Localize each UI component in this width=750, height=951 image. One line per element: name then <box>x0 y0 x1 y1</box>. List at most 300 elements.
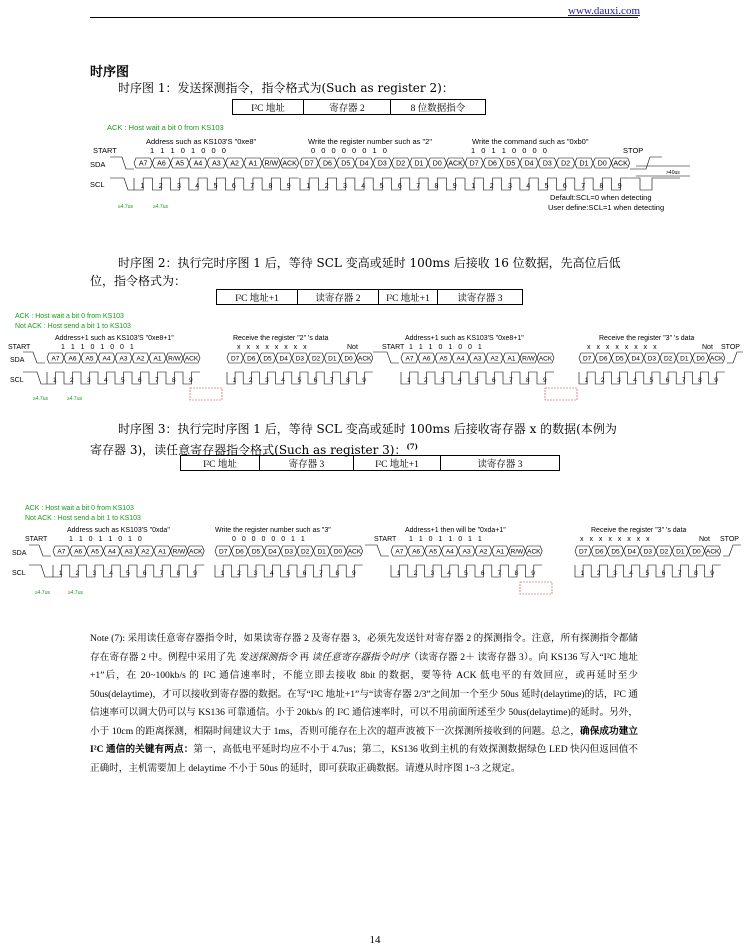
scl-clock-number: 3 <box>613 570 617 577</box>
scl-clock-number: 6 <box>480 570 485 577</box>
sda-bit-label: A7 <box>51 355 60 363</box>
scl-clock-number: 3 <box>177 183 181 190</box>
sda-bit-label: ACK <box>527 548 541 556</box>
label-address-plus1: Address+1 such as KS103'S "0xe8+1" <box>405 335 524 342</box>
stop-label: STOP <box>721 344 740 351</box>
note-text: Note (7): 采用读任意寄存器指令时，如果读寄存器 2 及寄存器 3，必须先发送针对寄存器 2 的探测指令。注意，所有探测指令都储存在寄存器 2 中。例程中采用了先 <box>90 633 638 663</box>
scl-clock-number: 6 <box>231 183 236 190</box>
scl-clock-number: 1 <box>306 183 311 190</box>
start-condition <box>29 545 51 556</box>
scl-clock-number: 1 <box>584 377 589 384</box>
scl-clock-number: 1 <box>220 570 225 577</box>
label-command: Write the command such as "0xb0" <box>472 137 589 146</box>
sda-bit-label: D5 <box>263 355 272 363</box>
stop-label: STOP <box>720 536 739 543</box>
scl-clock-number: 9 <box>710 570 714 577</box>
scl-clock-number: 1 <box>52 377 57 384</box>
sda-bit-label: D0 <box>344 355 353 363</box>
scl-clock-number: 7 <box>154 377 159 384</box>
scl-clock-number: 8 <box>514 570 519 577</box>
scl-label: SCL <box>90 180 105 189</box>
ack-note: ACK : Host wait a bit 0 from KS103 <box>15 313 124 320</box>
sda-bit-label: A2 <box>230 160 239 168</box>
scl-clock-number: 7 <box>416 183 421 190</box>
sda-bit-label: D2 <box>311 355 321 363</box>
scl-clock-number: 7 <box>319 570 323 577</box>
sda-bit-label: A7 <box>405 355 414 363</box>
note-italic: 发送探测指令 <box>238 651 297 663</box>
timing-label: ≥4.7us <box>35 590 50 596</box>
caption-text: 寄存器 3)，读任意寄存器指令格式(Such as register 3)： <box>90 443 407 457</box>
not-ack-note: Not ACK : Host send a bit 1 to KS103 <box>15 323 131 330</box>
sda-waveform <box>110 157 662 169</box>
scl-clock-number: 3 <box>86 377 91 384</box>
scl-clock-number: 4 <box>457 377 462 384</box>
scl-waveform <box>23 372 725 384</box>
scl-clock-number: 5 <box>379 183 384 190</box>
scl-clock-number: 4 <box>103 377 108 384</box>
scl-clock-number: 8 <box>346 377 350 384</box>
scl-clock-number: 8 <box>434 183 439 190</box>
scl-clock-number: 2 <box>69 377 74 384</box>
sda-bit-label: A2 <box>141 548 150 556</box>
sda-bit-label: D5 <box>506 160 516 168</box>
timing-diagram-2 <box>5 308 745 410</box>
sda-bit-label: ACK <box>184 355 199 363</box>
ack-note: ACK : Host wait a bit 0 from KS103 <box>25 505 134 512</box>
sda-bit-label: A7 <box>138 160 148 168</box>
sda-bit-label: D5 <box>341 160 351 168</box>
label-address-plus1: Address+1 then will be "0xda+1" <box>405 527 506 534</box>
scl-clock-number: 3 <box>343 183 347 190</box>
delay-marker <box>520 582 552 594</box>
scl-clock-number: 9 <box>531 570 535 577</box>
sda-bit-label: D1 <box>328 355 337 363</box>
sda-bit-label: A1 <box>507 355 516 363</box>
scl-clock-number: 9 <box>286 183 291 190</box>
sda-bit-label: A6 <box>74 548 83 556</box>
sda-bit-label: D2 <box>561 160 571 168</box>
scl-clock-number: 9 <box>542 377 547 384</box>
diagram2-format-table <box>216 289 523 305</box>
scl-clock-number: 8 <box>171 377 176 384</box>
scl-clock-number: 8 <box>525 377 530 384</box>
format-cell: I²C 地址+1 <box>217 290 298 305</box>
sda-bit-label: A7 <box>57 548 66 556</box>
header-url-link[interactable]: www.dauxi.com <box>568 5 640 17</box>
sda-bit-label: D5 <box>611 548 620 556</box>
scl-clock-number: 1 <box>580 570 585 577</box>
user-define-note: User define:SCL=1 when detecting <box>548 203 665 212</box>
sda-bit-label: A5 <box>175 160 185 168</box>
label-receive-3: Receive the register "3" 's data <box>599 335 695 342</box>
scl-clock-number: 2 <box>489 183 494 190</box>
sda-bit-label: D6 <box>322 160 332 168</box>
scl-clock-number: 1 <box>396 570 401 577</box>
scl-clock-number: 1 <box>58 570 63 577</box>
start-label: START <box>93 146 117 155</box>
timing-diagram-1 <box>80 118 700 230</box>
sda-bit-label: D1 <box>414 160 424 168</box>
scl-clock-number: 3 <box>508 183 512 190</box>
sda-bit-label: ACK <box>710 355 724 363</box>
sda-bit-label: A3 <box>119 355 128 363</box>
sda-label: SDA <box>90 160 106 169</box>
timing-diagram-3 <box>5 478 745 602</box>
note-italic: 读任意寄存器指令时序 <box>311 651 410 663</box>
sda-bit-label: A3 <box>212 160 221 168</box>
not-label: Not <box>702 344 713 351</box>
sda-bit-label: D7 <box>578 548 588 556</box>
sda-bit-label: D3 <box>542 160 552 168</box>
scl-clock-number: 3 <box>265 377 269 384</box>
sda-bit-label: A2 <box>490 355 499 363</box>
sda-bit-label: A3 <box>462 548 471 556</box>
label-address-plus1: Address+1 such as KS103'S "0xe8+1" <box>55 335 174 342</box>
scl-clock-number: 3 <box>253 570 258 577</box>
start-label: START <box>374 536 397 543</box>
scl-clock-number: 8 <box>176 570 181 577</box>
scl-clock-number: 6 <box>302 570 307 577</box>
scl-clock-number: 6 <box>661 570 666 577</box>
start-condition <box>110 157 134 169</box>
scl-clock-number: 9 <box>452 183 457 190</box>
sda-bit-label: A4 <box>456 355 465 363</box>
sda-bit-label: D3 <box>284 548 293 556</box>
start-condition <box>365 545 389 556</box>
start-label: START <box>8 344 31 351</box>
section-title: 时序图 <box>90 65 130 80</box>
note-paragraph <box>90 630 638 778</box>
sda-label: SDA <box>10 357 25 364</box>
sda-bit-label: A3 <box>473 355 482 363</box>
start-label: START <box>382 344 405 351</box>
sda-bit-label: R/W <box>168 355 181 363</box>
stop-condition <box>723 545 741 556</box>
stop-condition <box>630 157 662 169</box>
sda-bit-label: D1 <box>579 160 589 168</box>
scl-clock-number: 7 <box>329 377 334 384</box>
note-text: （读寄存器 2＋ 读寄存器 3）。向 KS136 写入“I²C 地址+1”后，在 20~100kb/s 的 I²C 通信速率时，不能立即去接收 8bit 的数据，要等待 ACK 低电平的有效回应，或再延时至少 50us(delaytime)，才可以接收到寄存器的数据。在写“I²C 地址+1”与“读寄存器 2/3”之间加一个至少 50us 延时(delaytime)的话，I²C 通信速率可以调大仍可以与 KS136 可靠通信。小于 20kb/s 的 I²C 通信速率时，可以不用前面所述至少 50us(delaytime)的延时。另外，小于 10cm 的距离探测，相隔时间建议大于 1ms，否则可能存在上次的超声波被下一次探测所接收到的问题。总之， <box>90 651 638 737</box>
scl-start <box>23 372 47 384</box>
timing-label: ≥4.7us <box>153 204 168 210</box>
sda-bit-label: D0 <box>432 160 442 168</box>
scl-clock-number: 6 <box>665 377 670 384</box>
scl-clock-number: 7 <box>508 377 513 384</box>
sda-bit-label: A5 <box>91 548 99 556</box>
sda-bit-label: R/W <box>264 160 279 168</box>
sda-waveform <box>29 545 741 556</box>
format-cell: 8 位数据指令 <box>391 100 486 115</box>
scl-clock-number: 2 <box>324 183 329 190</box>
scl-clock-number: 3 <box>440 377 445 384</box>
scl-label: SCL <box>10 377 24 384</box>
scl-clock-number: 5 <box>464 570 468 577</box>
sda-bit-label: D6 <box>595 548 604 556</box>
sda-bit-label: A5 <box>429 548 437 556</box>
scl-clock-number: 5 <box>544 183 549 190</box>
dashed-guide <box>636 166 690 176</box>
sda-bit-label: D7 <box>304 160 314 168</box>
not-ack-note: Not ACK : Host send a bit 1 to KS103 <box>25 515 141 522</box>
scl-clock-number: 5 <box>286 570 290 577</box>
scl-clock-number: 2 <box>158 183 163 190</box>
sda-bit-label: A1 <box>158 548 167 556</box>
sda-bit-label: D7 <box>219 548 228 556</box>
scl-clock-number: 9 <box>617 183 622 190</box>
delay-marker <box>190 388 222 400</box>
scl-clock-number: 3 <box>430 570 435 577</box>
scl-clock-number: 4 <box>109 570 113 577</box>
scl-clock-number: 6 <box>562 183 567 190</box>
scl-clock-number: 2 <box>596 570 601 577</box>
label-address: Address such as KS103'S "0xe8" <box>146 137 257 146</box>
scl-waveform <box>110 166 690 190</box>
scl-clock-number: 5 <box>297 377 302 384</box>
sda-bit-label: ACK <box>358 355 372 363</box>
scl-clock-number: 1 <box>140 183 145 190</box>
sda-bit-label: D2 <box>659 548 669 556</box>
scl-clock-number: 1 <box>406 377 411 384</box>
sda-bit-label: A4 <box>445 548 454 556</box>
format-cell: 读寄存器 3 <box>438 290 523 305</box>
sda-bit-label: A1 <box>153 355 162 363</box>
sda-bit-label: D3 <box>295 355 305 363</box>
sda-bit-label: D2 <box>396 160 406 168</box>
sda-bit-label: D0 <box>333 548 343 556</box>
scl-clock-number: 2 <box>75 570 80 577</box>
format-cell: I²C 地址 <box>233 100 304 115</box>
scl-clock-number: 2 <box>248 377 253 384</box>
bits-register: 0 0 0 0 0 0 1 0 <box>311 146 387 155</box>
timing-label: >40us <box>666 170 680 176</box>
format-cell: I²C 地址+1 <box>354 456 441 471</box>
stop-label: STOP <box>623 146 644 155</box>
scl-clock-number: 9 <box>362 377 366 384</box>
sda-bit-label: D3 <box>643 548 653 556</box>
scl-clock-number: 4 <box>195 183 200 190</box>
bits-data: x x x x x x x x <box>580 536 650 543</box>
diagram1-caption: 时序图 1：发送探测指令，指令格式为(Such as register 2)： <box>118 81 454 95</box>
sda-bit-label: D7 <box>230 355 240 363</box>
sda-bit-label: A1 <box>496 548 505 556</box>
scl-clock-number: 7 <box>581 183 586 190</box>
scl-clock-number: 7 <box>677 570 682 577</box>
sda-bit-label: ACK <box>706 548 720 556</box>
scl-clock-number: 9 <box>193 570 197 577</box>
sda-bit-label: D3 <box>377 160 387 168</box>
sda-bit-label: A4 <box>107 548 116 556</box>
label-register: Write the register number such as "3" <box>215 527 331 534</box>
sda-bit-label: D5 <box>251 548 261 556</box>
scl-clock-number: 6 <box>137 377 142 384</box>
sda-bit-label: A6 <box>68 355 77 363</box>
sda-bit-label: D1 <box>676 548 685 556</box>
diagram3-caption-line1: 时序图 3：执行完时序图 1 后，等待 SCL 变高或延时 100ms 后接收寄存器 x 的数据(本例为 <box>118 422 617 436</box>
bits-data: x x x x x x x x <box>237 344 307 351</box>
scl-clock-number: 8 <box>335 570 340 577</box>
scl-start <box>110 178 134 190</box>
sda-bit-label: D6 <box>235 548 244 556</box>
bits-address: 1 1 0 1 1 0 1 1 <box>409 536 482 543</box>
ack-note: ACK : Host wait a bit 0 from KS103 <box>107 123 224 132</box>
page-number: 14 <box>369 934 381 946</box>
timing-label: ≥4.7us <box>33 396 48 402</box>
scl-clock-number: 5 <box>120 377 125 384</box>
bits-address: 1 1 1 0 1 0 0 1 <box>409 344 482 351</box>
sda-bit-label: R/W <box>510 548 524 556</box>
sda-bit-label: ACK <box>613 160 628 168</box>
bits-address: 1 1 1 0 1 0 0 1 <box>61 344 134 351</box>
timing-label: ≥4.7us <box>67 396 82 402</box>
scl-waveform <box>29 565 721 577</box>
scl-clock-number: 7 <box>681 377 686 384</box>
note-text: 第一，高低电平延时均应不小于 4.7us；第二，KS136 收到主机的有效探测数据绿色 LED 快闪但返回值不正确时，主机需要加上 delaytime 不小于 50us 的延时，即可获取正确数据。请遵从时序图 1~3 之规定。 <box>90 744 638 774</box>
sda-bit-label: D4 <box>524 160 534 168</box>
scl-clock-number: 2 <box>423 377 428 384</box>
sda-bit-label: D1 <box>680 355 689 363</box>
default-note: Default:SCL=0 when detecting <box>550 193 652 202</box>
sda-bit-label: ACK <box>282 160 297 168</box>
sda-bit-label: R/W <box>522 355 535 363</box>
scl-clock-number: 4 <box>269 570 274 577</box>
bits-data: x x x x x x x x <box>587 344 657 351</box>
bits-address: 1 1 0 1 1 0 1 0 <box>69 536 142 543</box>
start-condition <box>373 352 399 363</box>
sda-bit-label: D6 <box>487 160 497 168</box>
sda-bit-label: D3 <box>647 355 657 363</box>
sda-bit-label: D4 <box>279 355 288 363</box>
scl-clock-number: 8 <box>599 183 604 190</box>
sda-bit-label: D1 <box>317 548 326 556</box>
sda-bit-label: ACK <box>189 548 203 556</box>
scl-clock-number: 1 <box>471 183 476 190</box>
sda-bit-label: D4 <box>631 355 640 363</box>
scl-clock-number: 9 <box>714 377 718 384</box>
scl-clock-number: 4 <box>526 183 531 190</box>
scl-label: SCL <box>12 570 26 577</box>
format-cell: I²C 地址 <box>181 456 260 471</box>
diagram2-caption-line2: 位，指令格式为： <box>90 274 187 288</box>
scl-clock-number: 5 <box>213 183 218 190</box>
sda-waveform <box>23 352 743 363</box>
label-receive-2: Receive the register "2" 's data <box>233 335 329 342</box>
scl-clock-number: 5 <box>649 377 654 384</box>
delay-marker <box>545 388 577 400</box>
scl-clock-number: 4 <box>281 377 285 384</box>
scl-clock-number: 8 <box>268 183 273 190</box>
sda-bit-label: A4 <box>102 355 111 363</box>
scl-clock-number: 9 <box>188 377 193 384</box>
format-cell: 寄存器 3 <box>260 456 354 471</box>
scl-start <box>29 565 53 577</box>
label-receive-3: Receive the register "3" 's data <box>591 527 687 534</box>
format-cell: I²C 地址+1 <box>379 290 438 305</box>
scl-clock-number: 4 <box>633 377 637 384</box>
scl-clock-number: 6 <box>142 570 147 577</box>
scl-clock-number: 2 <box>413 570 418 577</box>
sda-bit-label: D0 <box>597 160 607 168</box>
label-register: Write the register number such as "2" <box>308 137 432 146</box>
scl-clock-number: 7 <box>250 183 255 190</box>
scl-clock-number: 4 <box>629 570 633 577</box>
sda-bit-label: D7 <box>582 355 592 363</box>
scl-clock-number: 6 <box>491 377 496 384</box>
format-cell: 寄存器 2 <box>304 100 391 115</box>
sda-bit-label: A6 <box>157 160 166 168</box>
sda-bit-label: R/W <box>172 548 186 556</box>
start-label: START <box>25 536 48 543</box>
format-cell: 读寄存器 3 <box>441 456 560 471</box>
sda-bit-label: ACK <box>448 160 463 168</box>
diagram1-format-table <box>232 99 486 115</box>
scl-clock-number: 4 <box>361 183 366 190</box>
sda-bit-label: A5 <box>85 355 94 363</box>
sda-bit-label: D0 <box>696 355 705 363</box>
timing-label: ≥4.7us <box>68 590 83 596</box>
scl-clock-number: 6 <box>313 377 318 384</box>
not-label: Not <box>347 344 358 351</box>
scl-clock-number: 2 <box>600 377 605 384</box>
sda-bit-label: ACK <box>538 355 553 363</box>
sda-bit-label: A6 <box>422 355 431 363</box>
scl-clock-number: 6 <box>397 183 402 190</box>
sda-bit-label: D5 <box>615 355 624 363</box>
scl-clock-number: 8 <box>694 570 698 577</box>
sda-bit-label: A5 <box>439 355 448 363</box>
sda-bit-label: ACK <box>347 548 362 556</box>
sda-bit-label: A2 <box>479 548 488 556</box>
sda-bit-label: D0 <box>692 548 701 556</box>
scl-clock-number: 8 <box>698 377 702 384</box>
sda-bit-label: D7 <box>469 160 479 168</box>
scl-stop <box>630 178 680 190</box>
stop-condition <box>727 352 743 363</box>
scl-clock-number: 7 <box>159 570 164 577</box>
footnote-ref: (7) <box>406 442 418 451</box>
sda-bit-label: D4 <box>359 160 369 168</box>
scl-clock-number: 5 <box>645 570 650 577</box>
sda-bit-label: D4 <box>627 548 636 556</box>
format-cell: 读寄存器 2 <box>298 290 379 305</box>
sda-bit-label: A6 <box>412 548 421 556</box>
sda-bit-label: D2 <box>663 355 673 363</box>
diagram3-format-table <box>180 455 560 471</box>
sda-bit-label: A7 <box>395 548 404 556</box>
not-label: Not <box>699 536 710 543</box>
sda-bit-label: A2 <box>136 355 145 363</box>
scl-clock-number: 5 <box>474 377 479 384</box>
diagram2-caption-line1: 时序图 2：执行完时序图 1 后，等待 SCL 变高或延时 100ms 后接收 16 位数据，先高位后低 <box>118 256 621 270</box>
bits-register: 0 0 0 0 0 0 1 1 <box>232 536 305 543</box>
scl-clock-number: 3 <box>617 377 621 384</box>
bits-command: 1 0 1 1 0 0 0 0 <box>471 146 547 155</box>
note-bold: 确保成功建立 I²C 通信的关键有两点： <box>90 725 638 755</box>
scl-clock-number: 2 <box>237 570 241 577</box>
scl-clock-number: 4 <box>447 570 451 577</box>
sda-bit-label: D6 <box>247 355 256 363</box>
header-rule <box>90 17 638 18</box>
timing-label: ≥4.7us <box>118 204 133 210</box>
sda-bit-label: D2 <box>301 548 310 556</box>
sda-bit-label: A3 <box>124 548 133 556</box>
scl-clock-number: 1 <box>232 377 237 384</box>
scl-clock-number: 3 <box>92 570 97 577</box>
note-text: 再 <box>296 651 312 663</box>
start-condition <box>23 352 45 363</box>
scl-clock-number: 5 <box>126 570 130 577</box>
label-address: Address such as KS103'S "0xda" <box>67 527 170 534</box>
